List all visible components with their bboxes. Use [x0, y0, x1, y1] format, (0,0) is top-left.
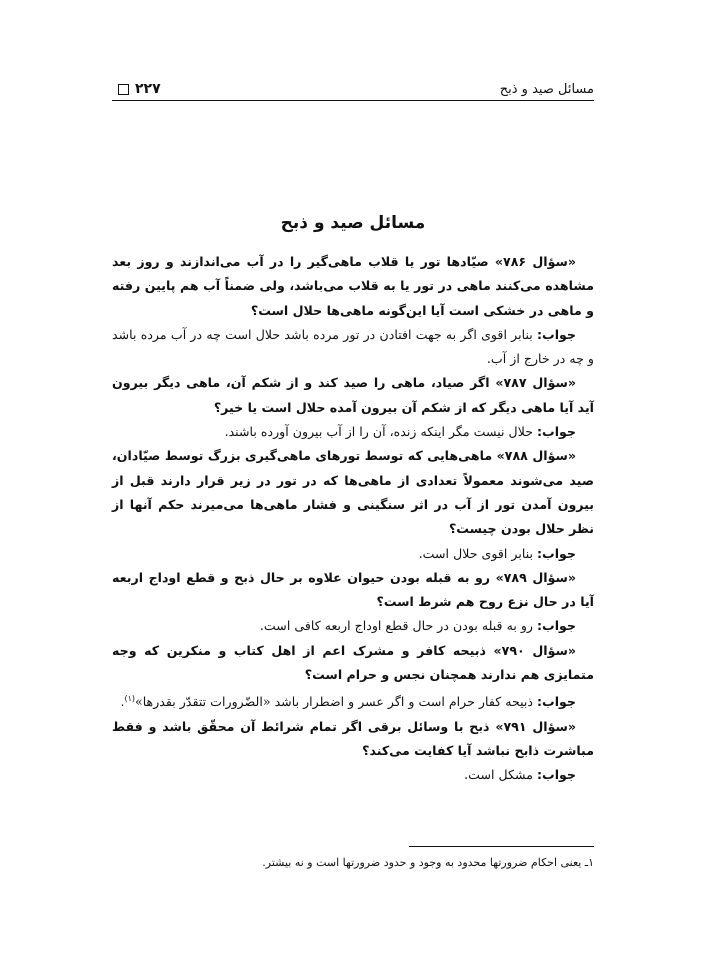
page-number — [118, 81, 161, 97]
main-content — [112, 250, 594, 788]
header-rule — [112, 100, 594, 101]
section-title: مسائل صید و ذبح — [280, 213, 426, 233]
question-786: «سؤال ۷۸۶» صیّادها تور یا قلاب ماهی‌گیر را در آب می‌اندازند و روز بعد مشاهده می‌کنند ماهی در تور یا به قلاب می‌باشد، ولی ضمناً آب هم پایین رفته و ماهی در خشکی است آیا این‌گونه ماهی‌ها حلال است؟ — [112, 254, 594, 318]
footnote: ۱ـ یعنی احکام ضرورتها محدود به وجود و حدود ضرورتها است و نه بیشتر. — [262, 856, 594, 869]
answer-text: رو به قبله بودن در حال قطع اوداج اربعه کافی است. — [259, 618, 533, 634]
answer-text: ذبیحه کفار حرام است و اگر عسر و اضطرار باشد «الضّرورات تتقدّر بقدرها» — [135, 694, 533, 710]
question-790: «سؤال ۷۹۰» ذبیحه کافر و مشرک اعم از اهل کتاب و منکرین که وجه متمایزی هم ندارند همچنان نجس و حرام است؟ — [112, 642, 594, 683]
answer-788 — [112, 542, 594, 566]
answer-text: حلال نیست مگر اینکه زنده، آن را از آب بیرون آورده باشند. — [224, 424, 533, 440]
footnote-ref[interactable]: (۱) — [124, 694, 136, 704]
answer-791 — [112, 763, 594, 787]
running-title: مسائل صید و ذبح — [499, 81, 594, 97]
answer-label: جواب: — [537, 618, 576, 634]
answer-label: جواب: — [537, 424, 576, 440]
footnote-rule — [409, 846, 594, 847]
answer-790: جواب: ذبیحه کفار حرام است و اگر عسر و اضطرار باشد «الضّرورات تتقدّر بقدرها»$^{(۱)}$. — [120, 694, 576, 710]
answer-label: جواب: — [537, 326, 576, 342]
answer-text: مشکل است. — [464, 767, 533, 783]
page-number-text: ۲۲۷ — [135, 81, 161, 97]
answer-789 — [112, 614, 594, 638]
answer-label: جواب: — [537, 694, 576, 710]
answer-787 — [112, 420, 594, 444]
question-791: «سؤال ۷۹۱» ذبح با وسائل برقی اگر تمام شرائط آن محقّق باشد و فقط مباشرت ذابح نباشد آیا کفایت می‌کند؟ — [112, 718, 594, 759]
square-icon — [118, 84, 129, 95]
answer-label: جواب: — [537, 545, 576, 561]
question-787: «سؤال ۷۸۷» اگر صیاد، ماهی را صید کند و از شکم آن، ماهی دیگر بیرون آید آیا ماهی دیگر که از شکم آن بیرون آمده حلال است یا خیر؟ — [112, 375, 594, 415]
question-788: «سؤال ۷۸۸» ماهی‌هایی که توسط تورهای ماهی‌گیری بزرگ توسط صیّادان، صید می‌شوند معمولاً تعدادی از ماهی‌ها که در تور در زیر قرار دارند قبل از بیرون آمدن تور از آب در اثر سنگینی و فشار ماهی‌ها می‌میرند حکم آنها از نظر حلال بودن چیست؟ — [112, 448, 594, 537]
answer-786 — [112, 323, 594, 372]
question-789: «سؤال ۷۸۹» رو به قبله بودن حیوان علاوه بر حال ذبح و قطع اوداج اربعه آیا در حال نزع روح هم شرط است؟ — [112, 569, 594, 610]
answer-label: جواب: — [537, 767, 576, 783]
answer-text: بنابر اقوی حلال است. — [418, 545, 533, 561]
answer-text: بنابر اقوی اگر به جهت افتادن در تور مرده باشد حلال است چه در آب مرده باشد و چه در خارج از آب. — [112, 326, 594, 367]
page-header — [118, 78, 594, 100]
